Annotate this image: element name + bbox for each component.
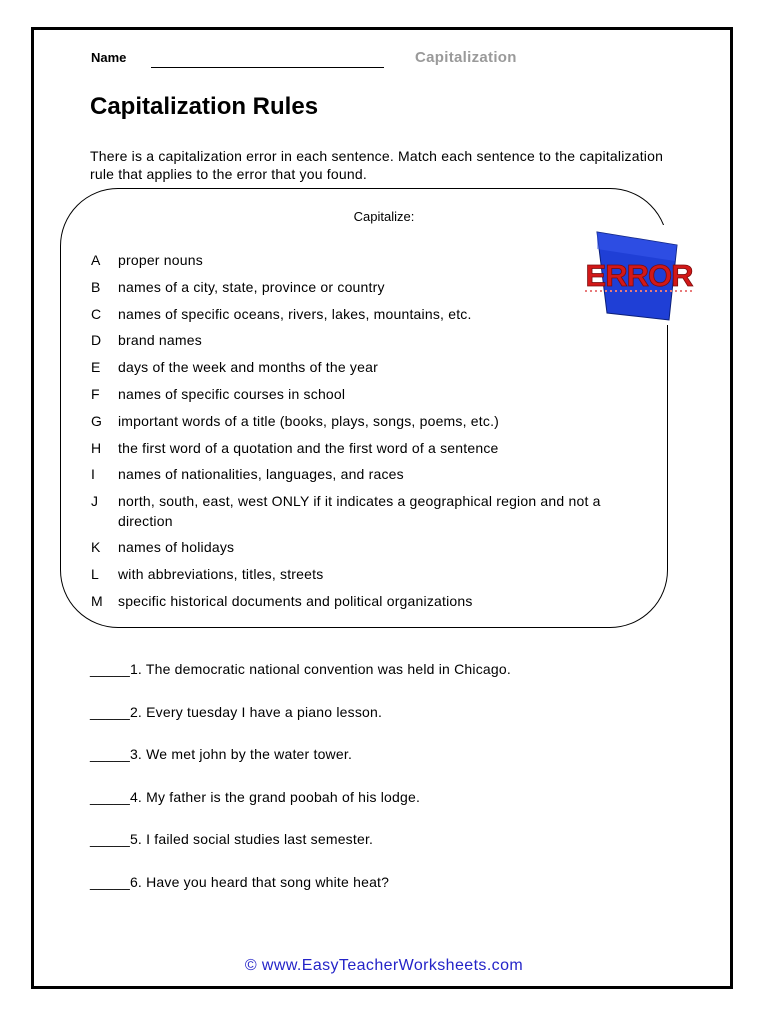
rule-letter: M	[91, 593, 103, 609]
rule-text: days of the week and months of the year	[118, 359, 378, 375]
rule-letter: H	[91, 440, 102, 456]
answer-blank[interactable]: _____	[90, 831, 130, 847]
rule-letter: L	[91, 566, 99, 582]
instructions: There is a capitalization error in each sentence. Match each sentence to the capitalization rule that applies to the error that you found.	[90, 148, 664, 182]
rule-text: names of specific courses in school	[118, 386, 346, 402]
rule-letter: D	[91, 332, 102, 348]
rule-letter: E	[91, 359, 101, 375]
rule-text: names of nationalities, languages, and races	[118, 466, 404, 482]
rule-text: important words of a title (books, plays, songs, poems, etc.)	[118, 413, 500, 429]
rule-text: proper nouns	[118, 252, 203, 268]
question-item	[90, 746, 352, 762]
question-text: 2. Every tuesday I have a piano lesson.	[129, 704, 383, 720]
answer-blank[interactable]: _____	[90, 746, 130, 762]
answer-blank[interactable]: _____	[90, 704, 130, 720]
rule-letter: A	[91, 252, 101, 268]
question-item	[90, 661, 511, 677]
rule-text: the first word of a quotation and the first word of a sentence	[118, 440, 499, 456]
rule-letter: K	[91, 539, 101, 555]
rule-letter: C	[91, 306, 102, 322]
rule-letter: G	[91, 413, 103, 429]
question-item	[90, 831, 373, 847]
rule-text: brand names	[118, 332, 202, 348]
rule-letter: I	[91, 466, 96, 482]
name-label: Name	[91, 50, 127, 65]
rule-letter: F	[91, 386, 100, 402]
rule-text: names of specific oceans, rivers, lakes, mountains, etc.	[118, 306, 472, 322]
rule-text: north, south, east, west ONLY if it indicates a geographical region and not a direction	[118, 493, 601, 529]
question-text: 4. My father is the grand poobah of his lodge.	[129, 789, 421, 805]
question-text: 3. We met john by the water tower.	[129, 746, 353, 762]
question-text: 1. The democratic national convention was held in Chicago.	[129, 661, 511, 677]
rule-letter: B	[91, 279, 101, 295]
svg-text:ERROR: ERROR	[585, 258, 693, 293]
rule-text: names of a city, state, province or country	[118, 279, 385, 295]
subject-heading: Capitalization	[415, 49, 517, 66]
question-text: 5. I failed social studies last semester.	[129, 831, 374, 847]
footer-link[interactable]: © www.EasyTeacherWorksheets.com	[244, 957, 524, 974]
question-item	[90, 704, 382, 720]
rule-letter: J	[91, 493, 99, 509]
rules-heading: Capitalize:	[353, 209, 415, 224]
question-item	[90, 789, 420, 805]
name-line	[151, 67, 384, 68]
page-title: Capitalization Rules	[90, 93, 319, 120]
answer-blank[interactable]: _____	[90, 661, 130, 677]
rule-text: specific historical documents and political organizations	[118, 593, 473, 609]
error-image	[567, 225, 712, 325]
question-text: 6. Have you heard that song white heat?	[129, 874, 390, 890]
answer-blank[interactable]: _____	[90, 874, 130, 890]
rule-text: names of holidays	[118, 539, 235, 555]
question-item	[90, 874, 389, 890]
error-sign-icon	[567, 225, 712, 325]
answer-blank[interactable]: _____	[90, 789, 130, 805]
rule-text: with abbreviations, titles, streets	[118, 566, 324, 582]
